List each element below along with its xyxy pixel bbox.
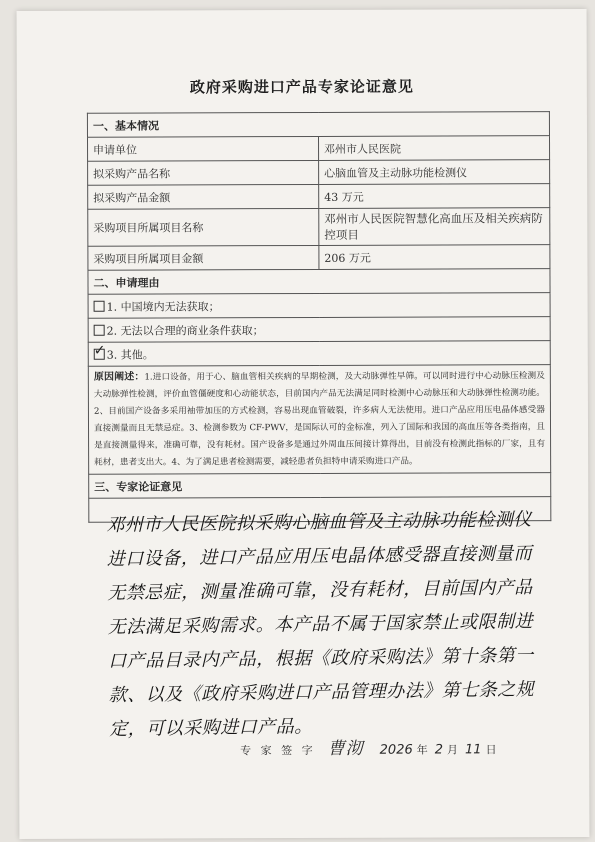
option-label: 1. 中国境内无法获取； [106, 299, 220, 314]
field-value: 邓州市人民医院 [318, 136, 549, 161]
document-title: 政府采购进口产品专家论证意见 [189, 77, 414, 97]
checkbox-option-2 [94, 324, 105, 335]
field-value: 邓州市人民医院智慧化高血压及相关疾病防控项目 [319, 208, 550, 246]
signature-row [240, 733, 550, 759]
expert-opinion-box [89, 497, 551, 759]
day-unit: 日 [485, 743, 500, 757]
option-row [88, 293, 550, 319]
table-row [88, 245, 550, 271]
table-row [88, 184, 550, 210]
year-unit: 年 [416, 743, 431, 757]
handwritten-opinion: 邓州市人民医院拟采购心脑血管及主动脉功能检测仪进口设备，进口产品应用压电晶体感受器直接测量而无禁忌症，测量准确可靠，没有耗材，目前国内产品无法满足采购需求。本产品不属于国家禁止或限制进口产品目录内产品，根据《政府采购法》第十条第一款、以及《政府采购进口产品管理办法》第七条之规定，可以采购进口产品。 [106, 509, 535, 740]
document-page [17, 9, 590, 839]
field-value: 心脑血管及主动脉功能检测仪 [319, 160, 550, 185]
table-row [87, 136, 549, 162]
month-unit: 月 [446, 743, 462, 757]
field-label: 采购项目所属项目名称 [88, 208, 319, 246]
table-row [88, 160, 550, 186]
field-label: 申请单位 [87, 136, 318, 161]
date-month: 2 [434, 742, 444, 758]
form-table [87, 111, 551, 759]
field-label: 拟采购产品名称 [88, 160, 319, 185]
reason-description [88, 365, 550, 475]
reason-text: 1.进口设备，用于心、脑血管相关疾病的早期检测，及大动脉弹性早筛。可以同时进行中心动脉压检测及大动脉弹性检测，评价血管僵硬度和心动能状态，目前国内产品无法满足同时检测中心动脉压和大动脉弹性检测功能。2、目前国产设备多采用袖带加压的方式检测，容易出现血管破裂，许多病人无法使用。进口产品应用压电晶体感受器直接测量而且无禁忌症。3、检测参数为 CF-PWV，是国际认可的金标准，列入了国际和我国的高血压等各类指南，且是直接测量得来，准确可靠，没有耗材。国产设备多是通过外周血压间接计算得出，目前没有检测此指标的厂家，且有耗材，患者支出大。4、为了满足患者检测需要，减轻患者负担特申请采购进口产品。 [93, 371, 546, 468]
checkbox-option-3 [94, 348, 105, 359]
date-day: 11 [464, 742, 482, 758]
field-label: 拟采购产品金额 [88, 184, 319, 209]
reason-label: 原因阐述： [93, 371, 145, 383]
option-label: 3. 其他。 [106, 348, 154, 362]
field-value: 206 万元 [319, 245, 550, 270]
table-row [88, 208, 550, 247]
date-year: 2026 [379, 742, 413, 758]
option-row [88, 317, 550, 343]
signature-label: 专 家 签 字 [240, 743, 316, 758]
option-label: 2. 无法以合理的商业条件获取； [106, 323, 264, 338]
section-basic-info: 一、基本情况 [87, 112, 549, 138]
field-label: 采购项目所属项目金额 [88, 245, 319, 270]
option-row [88, 341, 550, 367]
section-reasons: 二、申请理由 [88, 269, 550, 295]
checkbox-option-1 [94, 300, 105, 311]
expert-signature: 曹沏 [327, 738, 364, 759]
field-value: 43 万元 [319, 184, 550, 209]
section-expert-opinion: 三、专家论证意见 [89, 473, 551, 499]
